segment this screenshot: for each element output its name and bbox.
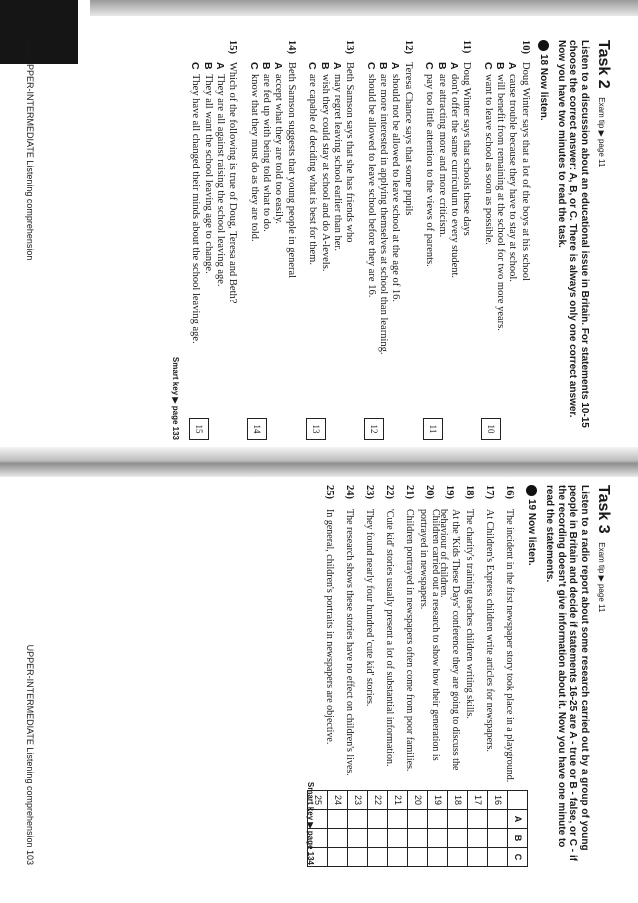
answer-box[interactable]: 14	[247, 418, 267, 440]
smart-key: Smart key ▶ page 133	[170, 356, 180, 440]
option-text: will benefit from remaining at the school for two more years.	[495, 74, 507, 331]
answer-cell[interactable]	[308, 810, 328, 829]
statement	[339, 485, 359, 785]
statement-number: 17)	[484, 485, 496, 499]
answer-option	[506, 62, 518, 412]
statement-number: 22)	[384, 485, 396, 499]
question-number: 13)	[344, 40, 356, 54]
answer-box[interactable]: 10	[481, 418, 501, 440]
grid-row-label: 24	[328, 791, 348, 810]
option-text: should be allowed to leave school before they are 16.	[365, 74, 377, 298]
answer-cell[interactable]	[328, 810, 348, 829]
option-letter: C	[189, 62, 202, 70]
listen-label: 19 Now listen.	[525, 499, 537, 566]
grid-row	[428, 791, 448, 867]
grid-row-label: 19	[428, 791, 448, 810]
question-number: 11)	[461, 40, 473, 54]
statement	[319, 485, 339, 785]
answer-cell[interactable]	[388, 810, 408, 829]
page-task-3	[20, 475, 620, 875]
option-letter: A	[506, 62, 519, 70]
statement-number: 21)	[404, 485, 416, 499]
answer-cell[interactable]	[408, 848, 428, 867]
question	[247, 40, 297, 440]
answer-option	[189, 62, 201, 412]
grid-row	[348, 791, 368, 867]
option-letter: A	[213, 62, 226, 70]
page-footer: UPPER-INTERMEDIATE Listening comprehension 103	[24, 644, 35, 865]
grid-row-label: 25	[308, 791, 328, 810]
question-stem: Teresa Chance says that some pupils	[402, 62, 414, 216]
option-letter: A	[330, 62, 343, 70]
option-letter: B	[260, 62, 273, 70]
answer-option	[423, 62, 435, 412]
question-stem: Beth Samson suggests that young people in general	[285, 62, 297, 279]
answer-option	[435, 62, 447, 412]
task-3-title: Task 3	[595, 485, 612, 534]
option-text: pay too little attention to the views of parents.	[424, 74, 436, 267]
answer-option	[247, 62, 259, 412]
option-text: wish they could stay at school and do A-levels.	[319, 74, 331, 272]
option-text: They have all changed their minds about the school leaving age.	[190, 74, 202, 344]
grid-row-label: 22	[368, 791, 388, 810]
grid-row	[328, 791, 348, 867]
statement-text: At Children's Express children write articles for newspapers.	[483, 509, 495, 752]
answer-option	[214, 62, 226, 412]
answer-cell[interactable]	[408, 829, 428, 848]
statement-number: 18)	[464, 485, 476, 499]
option-letter: C	[423, 62, 436, 70]
statement	[439, 485, 459, 785]
option-text: They all want the school leaving age to change.	[202, 74, 214, 274]
answer-box[interactable]: 12	[364, 418, 384, 440]
answer-box[interactable]: 15	[189, 418, 209, 440]
answer-option	[272, 62, 284, 412]
grid-row	[368, 791, 388, 867]
option-letter: A	[272, 62, 285, 70]
grid-header: C	[508, 848, 528, 867]
grid-row-label: 16	[488, 791, 508, 810]
option-letter: C	[247, 62, 260, 70]
question-number: 14)	[285, 40, 297, 54]
answer-option	[389, 62, 401, 412]
answer-option	[448, 62, 460, 412]
option-text: They are all against raising the school leaving age.	[214, 74, 226, 287]
grid-row-label: 18	[448, 791, 468, 810]
option-letter: B	[318, 62, 331, 70]
exam-tip: Exam tip ▶ page 11	[597, 97, 606, 168]
grid-row-label: 21	[388, 791, 408, 810]
answer-option	[331, 62, 343, 412]
statement-text: Children carried out a research to show how their generation is portrayed in newspapers.	[418, 509, 441, 761]
exam-tip: Exam tip ▶ page 11	[597, 542, 606, 613]
statement	[379, 485, 399, 785]
option-letter: C	[364, 62, 377, 70]
task-2-instructions: Listen to a discussion about an educational issue in Britain. For statements 10-15 choose the correct answer: A, B, or C. There is always only one correct answer. Now you have two minutes to read the task.	[555, 40, 591, 428]
answer-cell[interactable]	[388, 829, 408, 848]
option-letter: C	[481, 62, 494, 70]
answer-cell[interactable]	[308, 829, 328, 848]
question-stem: Doug Winter says that schools these days	[461, 62, 473, 236]
answer-cell[interactable]	[368, 810, 388, 829]
statement-text: The charity's training teaches children writing skills.	[463, 509, 475, 719]
answer-box[interactable]: 13	[306, 418, 326, 440]
answer-cell[interactable]	[488, 848, 508, 867]
answer-cell[interactable]	[368, 829, 388, 848]
question	[306, 40, 356, 440]
statement-number: 23)	[364, 485, 376, 499]
answer-cell[interactable]	[388, 848, 408, 867]
option-text: accept what they are told too easily.	[273, 74, 285, 225]
grid-corner	[508, 791, 528, 810]
answer-cell[interactable]	[428, 829, 448, 848]
grid-header: A	[508, 810, 528, 829]
grid-row	[388, 791, 408, 867]
statement-text: 'Cute kid' stories usually present a lot of substantial information.	[383, 509, 395, 767]
statement-text: The research shows these stories have no effect on children's lives.	[343, 509, 355, 776]
answer-option	[318, 62, 330, 412]
option-letter: B	[494, 62, 507, 70]
option-text: know that they must do as they are told.	[248, 74, 260, 242]
statement	[419, 485, 439, 785]
answer-grid	[307, 790, 528, 867]
task-2-title: Task 2	[595, 40, 612, 89]
grid-row-label: 23	[348, 791, 368, 810]
question-stem: Which of the following is true of Doug, Teresa and Beth?	[227, 62, 239, 304]
question	[364, 40, 414, 440]
statement-text: In general, children's portraits in newspapers are objective.	[323, 509, 335, 745]
option-text: don't offer the same curriculum to every student.	[448, 74, 460, 279]
grid-row	[468, 791, 488, 867]
statement-number: 16)	[504, 485, 516, 499]
scan-top-shadow	[90, 0, 638, 16]
answer-cell[interactable]	[368, 848, 388, 867]
statement-text: Children portrayed in newspapers often come from poor families.	[403, 509, 415, 772]
grid-row	[448, 791, 468, 867]
statement	[499, 485, 519, 785]
answer-cell[interactable]	[348, 848, 368, 867]
answer-cell[interactable]	[408, 810, 428, 829]
answer-box[interactable]: 11	[423, 418, 443, 440]
answer-option	[481, 62, 493, 412]
question-stem: Doug Winter says that a lot of the boys at his school	[519, 62, 531, 281]
statement-text: The incident in the first newspaper story took place in a playground.	[503, 509, 515, 783]
answer-option	[306, 62, 318, 412]
answer-cell[interactable]	[348, 810, 368, 829]
answer-cell[interactable]	[488, 810, 508, 829]
answer-cell[interactable]	[428, 810, 448, 829]
answer-cell[interactable]	[348, 829, 368, 848]
smart-key: Smart key ▶ page 134	[306, 781, 315, 865]
option-letter: B	[435, 62, 448, 70]
question-number: 12)	[402, 40, 414, 54]
question	[481, 40, 531, 440]
answer-cell[interactable]	[468, 810, 488, 829]
question-stem: Beth Samson says that she has friends who	[344, 62, 356, 243]
task-3-instructions: Listen to a radio report about some research carried out by a group of young people in Britain and decide if statements 16-25 are A - true or B - false, or C - if the recording doesn't give information about it. Now you have one minute to read the statements.	[543, 485, 591, 862]
statement-text: At the 'Kids These Days' conference they are going to discuss the behaviour of children.	[438, 509, 461, 771]
option-text: are fed up with being told what to do.	[261, 74, 273, 232]
option-text: are attracting more and more criticism.	[436, 74, 448, 238]
statement	[359, 485, 379, 785]
grid-row-label: 17	[468, 791, 488, 810]
option-letter: C	[306, 62, 319, 70]
option-letter: A	[389, 62, 402, 70]
answer-cell[interactable]	[448, 848, 468, 867]
answer-option	[260, 62, 272, 412]
answer-option	[364, 62, 376, 412]
answer-cell[interactable]	[448, 829, 468, 848]
listen-cue	[537, 40, 549, 440]
answer-cell[interactable]	[428, 848, 448, 867]
grid-row	[408, 791, 428, 867]
grid-row	[488, 791, 508, 867]
statement-text: They found nearly four hundred 'cute kid' stories.	[363, 509, 375, 707]
answer-cell[interactable]	[328, 848, 348, 867]
statement	[399, 485, 419, 785]
cd-icon	[526, 485, 537, 496]
statement-number: 24)	[344, 485, 356, 499]
answer-option	[201, 62, 213, 412]
page-footer: 102 UPPER-INTERMEDIATE Listening comprehension	[24, 40, 35, 261]
option-letter: B	[201, 62, 214, 70]
answer-option	[494, 62, 506, 412]
answer-option	[377, 62, 389, 412]
cd-icon	[538, 40, 549, 51]
statement-number: 25)	[324, 485, 336, 499]
statement	[459, 485, 479, 785]
option-text: should not be allowed to leave school at the age of 16.	[390, 74, 402, 303]
statement-number: 20)	[424, 485, 436, 499]
page-task-2	[20, 30, 620, 450]
option-text: want to leave school as soon as possible.	[482, 74, 494, 245]
statement-number: 19)	[444, 485, 456, 499]
answer-cell[interactable]	[328, 829, 348, 848]
option-text: may regret leaving school earlier than her.	[331, 74, 343, 251]
listen-label: 18 Now listen.	[537, 54, 549, 121]
option-text: are more interested in applying themselves at school than learning.	[378, 74, 390, 355]
book-spine	[0, 447, 638, 477]
answer-cell[interactable]	[488, 829, 508, 848]
grid-row	[308, 791, 328, 867]
statement	[479, 485, 499, 785]
grid-row-label: 20	[408, 791, 428, 810]
grid-header: B	[508, 829, 528, 848]
answer-cell[interactable]	[468, 848, 488, 867]
option-letter: A	[447, 62, 460, 70]
answer-cell[interactable]	[308, 848, 328, 867]
option-text: are capable of deciding what is best for them.	[307, 74, 319, 265]
option-text: cause trouble because they have to stay at school.	[507, 74, 519, 282]
question	[189, 40, 239, 440]
answer-cell[interactable]	[448, 810, 468, 829]
question	[423, 40, 473, 440]
option-letter: B	[377, 62, 390, 70]
question-number: 15)	[227, 40, 239, 54]
question-number: 10)	[519, 40, 531, 54]
answer-cell[interactable]	[468, 829, 488, 848]
